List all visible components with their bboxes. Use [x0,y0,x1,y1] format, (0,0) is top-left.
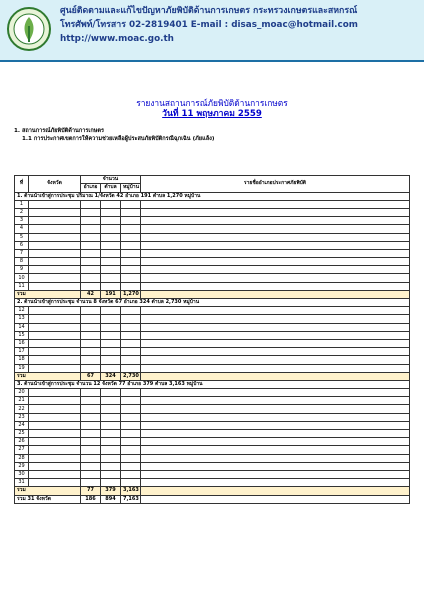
village-count-cell [121,233,141,241]
subtotal-row [15,372,410,380]
row-number: 1 [15,200,29,208]
district-list-cell [141,266,410,274]
table-row [15,421,410,429]
col-header-count: จำนวน [81,176,141,184]
subtotal-subdistrict: 324 [101,372,121,380]
subdistrict-count-cell [101,356,121,364]
province-cell [29,356,81,364]
province-cell [29,323,81,331]
district-list-cell [141,356,410,364]
region-row [15,299,410,307]
subdistrict-count-cell [101,348,121,356]
province-cell [29,217,81,225]
row-number: 20 [15,389,29,397]
col-header-detail: รายชื่ออำเภอประกาศภัยพิบัติ [141,176,410,192]
row-number: 13 [15,315,29,323]
subtotal-district: 67 [81,372,101,380]
district-count-cell [81,454,101,462]
village-count-cell [121,421,141,429]
table-row [15,200,410,208]
table-row [15,446,410,454]
province-cell [29,470,81,478]
district-count-cell [81,364,101,372]
row-number: 3 [15,217,29,225]
subdistrict-count-cell [101,282,121,290]
village-count-cell [121,438,141,446]
subdistrict-count-cell [101,438,121,446]
subdistrict-count-cell [101,479,121,487]
district-list-cell [141,307,410,315]
district-count-cell [81,225,101,233]
table-row [15,413,410,421]
village-count-cell [121,274,141,282]
table-row [15,249,410,257]
disaster-table [14,175,410,504]
table-row [15,282,410,290]
village-count-cell [121,282,141,290]
village-count-cell [121,446,141,454]
province-cell [29,389,81,397]
table-row [15,307,410,315]
village-count-cell [121,430,141,438]
row-number: 30 [15,470,29,478]
col-header-village: หมู่บ้าน [121,184,141,192]
subdistrict-count-cell [101,421,121,429]
row-number: 15 [15,331,29,339]
grand-total-village: 7,163 [121,495,141,503]
district-list-cell [141,446,410,454]
table-row [15,323,410,331]
grand-total-spacer [141,495,410,503]
row-number: 2 [15,208,29,216]
village-count-cell [121,462,141,470]
province-cell [29,266,81,274]
table-row [15,454,410,462]
region-label: 2. ด้านนำเข้าสู่การประชุม จำนวน 8 จังหวัด 67 อำเภอ 324 ตำบล 2,730 หมู่บ้าน [15,299,410,307]
row-number: 9 [15,266,29,274]
grand-total-subdistrict: 894 [101,495,121,503]
subtotal-spacer [141,372,410,380]
table-row [15,364,410,372]
center-name: ศูนย์ติดตามและแก้ไขปัญหาภัยพิบัติด้านการเกษตร กระทรวงเกษตรและสหกรณ์ [60,6,358,16]
district-list-cell [141,462,410,470]
village-count-cell [121,454,141,462]
village-count-cell [121,225,141,233]
report-date: วันที่ 11 พฤษภาคม 2559 [162,109,262,119]
province-cell [29,479,81,487]
subtotal-district: 77 [81,487,101,495]
district-count-cell [81,200,101,208]
subtotal-village: 1,270 [121,290,141,298]
district-count-cell [81,315,101,323]
subdistrict-count-cell [101,315,121,323]
col-header-no: ที่ [15,176,29,192]
row-number: 24 [15,421,29,429]
district-list-cell [141,438,410,446]
website-line: http://www.moac.go.th [60,34,174,44]
district-count-cell [81,430,101,438]
subdistrict-count-cell [101,233,121,241]
ministry-seal-logo [6,6,52,52]
district-list-cell [141,282,410,290]
province-cell [29,364,81,372]
row-number: 22 [15,405,29,413]
subdistrict-count-cell [101,397,121,405]
table-row [15,233,410,241]
subdistrict-count-cell [101,405,121,413]
table-row [15,208,410,216]
grand-total-label: รวม 31 จังหวัด [15,495,81,503]
village-count-cell [121,348,141,356]
subdistrict-count-cell [101,331,121,339]
district-count-cell [81,413,101,421]
province-cell [29,421,81,429]
report-title-block [0,98,424,120]
district-count-cell [81,249,101,257]
village-count-cell [121,356,141,364]
row-number: 31 [15,479,29,487]
village-count-cell [121,470,141,478]
district-count-cell [81,397,101,405]
district-count-cell [81,331,101,339]
col-header-subdistrict: ตำบล [101,184,121,192]
subtotal-label: รวม [15,487,81,495]
district-count-cell [81,446,101,454]
district-count-cell [81,479,101,487]
subdistrict-count-cell [101,339,121,347]
row-number: 26 [15,438,29,446]
row-number: 23 [15,413,29,421]
subtotal-subdistrict: 191 [101,290,121,298]
district-list-cell [141,258,410,266]
village-count-cell [121,258,141,266]
district-list-cell [141,249,410,257]
grand-total-district: 186 [81,495,101,503]
district-count-cell [81,282,101,290]
row-number: 7 [15,249,29,257]
province-cell [29,274,81,282]
table-row [15,389,410,397]
table-row [15,430,410,438]
table-row [15,348,410,356]
table-row [15,405,410,413]
subdistrict-count-cell [101,274,121,282]
contact-line: โทรศัพท์/โทรสาร 02-2819401 E-mail : disas_moac@hotmail.com [60,20,358,30]
subdistrict-count-cell [101,307,121,315]
row-number: 5 [15,233,29,241]
district-list-cell [141,421,410,429]
table-row [15,339,410,347]
col-header-province: จังหวัด [29,176,81,192]
district-list-cell [141,430,410,438]
village-count-cell [121,331,141,339]
district-list-cell [141,397,410,405]
subtotal-row [15,290,410,298]
district-count-cell [81,217,101,225]
subdistrict-count-cell [101,364,121,372]
subdistrict-count-cell [101,249,121,257]
table-row [15,315,410,323]
district-list-cell [141,225,410,233]
village-count-cell [121,413,141,421]
village-count-cell [121,241,141,249]
village-count-cell [121,339,141,347]
report-title: รายงานสถานการณ์ภัยพิบัติด้านการเกษตร [136,98,288,108]
district-count-cell [81,356,101,364]
section-heading: 1. สถานการณ์ภัยพิบัติด้านการเกษตร [14,128,105,134]
subdistrict-count-cell [101,446,121,454]
row-number: 29 [15,462,29,470]
province-cell [29,397,81,405]
village-count-cell [121,389,141,397]
district-list-cell [141,364,410,372]
table-row [15,241,410,249]
region-row [15,192,410,200]
village-count-cell [121,397,141,405]
village-count-cell [121,315,141,323]
district-list-cell [141,241,410,249]
village-count-cell [121,266,141,274]
village-count-cell [121,364,141,372]
district-count-cell [81,266,101,274]
district-list-cell [141,405,410,413]
table-row [15,274,410,282]
region-label: 3. ด้านนำเข้าสู่การประชุม จำนวน 12 จังหวัด 77 อำเภอ 379 ตำบล 3,163 หมู่บ้าน [15,380,410,388]
district-count-cell [81,233,101,241]
subdistrict-count-cell [101,225,121,233]
row-number: 25 [15,430,29,438]
province-cell [29,233,81,241]
region-label: 1. ด้านนำเข้าสู่การประชุม ปริมาณ 1/จังหวัด 42 อำเภอ 191 ตำบล 1,270 หมู่บ้าน [15,192,410,200]
district-list-cell [141,315,410,323]
village-count-cell [121,405,141,413]
province-cell [29,413,81,421]
table-row [15,217,410,225]
row-number: 17 [15,348,29,356]
district-count-cell [81,348,101,356]
section-1 [14,128,410,173]
subdistrict-count-cell [101,258,121,266]
province-cell [29,339,81,347]
subtotal-spacer [141,290,410,298]
village-count-cell [121,307,141,315]
district-list-cell [141,200,410,208]
subdistrict-count-cell [101,470,121,478]
district-count-cell [81,323,101,331]
district-count-cell [81,462,101,470]
province-cell [29,348,81,356]
province-cell [29,315,81,323]
row-number: 6 [15,241,29,249]
province-cell [29,446,81,454]
subdistrict-count-cell [101,200,121,208]
subsection-heading: 1.1 การประกาศเขตการให้ความช่วยเหลือผู้ประสบภัยพิบัติกรณีฉุกเฉิน (ภัยแล้ง) [22,135,215,142]
district-list-cell [141,323,410,331]
table-row [15,438,410,446]
table-row [15,479,410,487]
village-count-cell [121,249,141,257]
village-count-cell [121,323,141,331]
row-number: 18 [15,356,29,364]
row-number: 28 [15,454,29,462]
district-list-cell [141,348,410,356]
row-number: 12 [15,307,29,315]
district-list-cell [141,274,410,282]
subdistrict-count-cell [101,454,121,462]
district-list-cell [141,339,410,347]
subtotal-spacer [141,487,410,495]
district-count-cell [81,421,101,429]
district-list-cell [141,470,410,478]
village-count-cell [121,479,141,487]
subdistrict-count-cell [101,413,121,421]
district-list-cell [141,454,410,462]
province-cell [29,462,81,470]
district-list-cell [141,479,410,487]
district-count-cell [81,241,101,249]
subtotal-village: 2,730 [121,372,141,380]
village-count-cell [121,217,141,225]
district-list-cell [141,413,410,421]
row-number: 4 [15,225,29,233]
subtotal-district: 42 [81,290,101,298]
subtotal-label: รวม [15,290,81,298]
row-number: 14 [15,323,29,331]
table-row [15,397,410,405]
district-count-cell [81,274,101,282]
district-count-cell [81,258,101,266]
subtotal-row [15,487,410,495]
district-count-cell [81,389,101,397]
province-cell [29,208,81,216]
subdistrict-count-cell [101,430,121,438]
province-cell [29,430,81,438]
row-number: 10 [15,274,29,282]
table-row [15,470,410,478]
province-cell [29,331,81,339]
table-row [15,266,410,274]
table-row [15,258,410,266]
village-count-cell [121,208,141,216]
district-list-cell [141,208,410,216]
subtotal-village: 3,163 [121,487,141,495]
district-list-cell [141,233,410,241]
row-number: 27 [15,446,29,454]
district-count-cell [81,470,101,478]
table-row [15,356,410,364]
province-cell [29,282,81,290]
province-cell [29,454,81,462]
report-header [0,0,424,62]
row-number: 19 [15,364,29,372]
table-row [15,331,410,339]
village-count-cell [121,200,141,208]
row-number: 16 [15,339,29,347]
subdistrict-count-cell [101,389,121,397]
col-header-district: อำเภอ [81,184,101,192]
district-list-cell [141,331,410,339]
district-count-cell [81,438,101,446]
row-number: 8 [15,258,29,266]
subtotal-label: รวม [15,372,81,380]
row-number: 21 [15,397,29,405]
subdistrict-count-cell [101,462,121,470]
table-row [15,225,410,233]
district-count-cell [81,339,101,347]
subdistrict-count-cell [101,208,121,216]
subdistrict-count-cell [101,266,121,274]
province-cell [29,438,81,446]
province-cell [29,200,81,208]
district-count-cell [81,405,101,413]
province-cell [29,258,81,266]
province-cell [29,225,81,233]
province-cell [29,405,81,413]
subtotal-subdistrict: 379 [101,487,121,495]
province-cell [29,249,81,257]
district-list-cell [141,217,410,225]
province-cell [29,307,81,315]
district-count-cell [81,307,101,315]
subdistrict-count-cell [101,241,121,249]
grand-total-row [15,495,410,503]
row-number: 11 [15,282,29,290]
subdistrict-count-cell [101,323,121,331]
province-cell [29,241,81,249]
table-row [15,462,410,470]
table-body [15,192,410,503]
region-row [15,380,410,388]
district-count-cell [81,208,101,216]
district-list-cell [141,389,410,397]
subdistrict-count-cell [101,217,121,225]
